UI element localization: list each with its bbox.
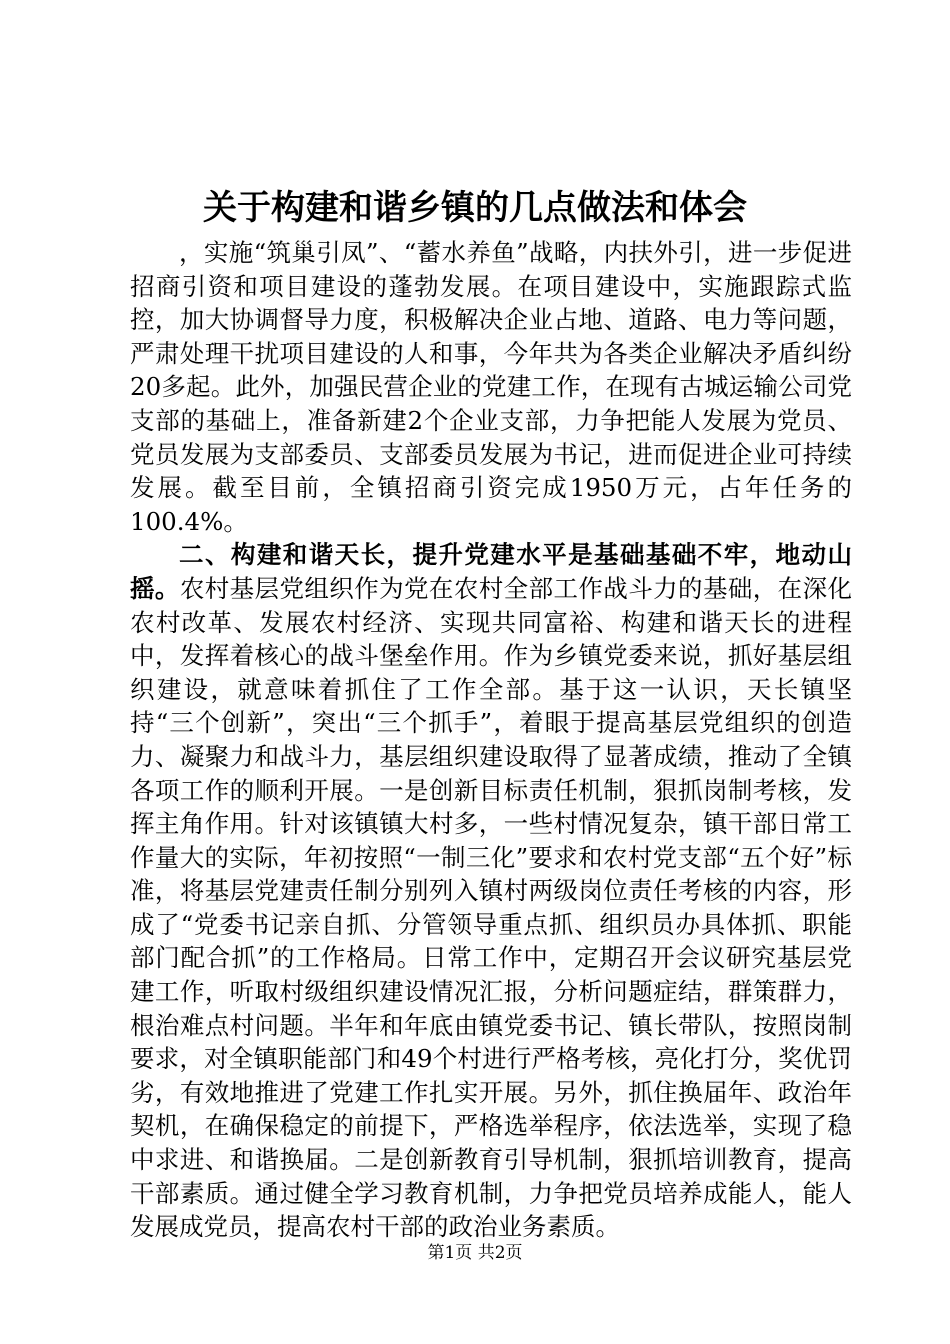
paragraph-2-body: 农村基层党组织作为党在农村全部工作战斗力的基础，在深化农村改革、发展农村经济、实现共同富裕、构建和谐天长的进程中，发挥着核心的战斗堡垒作用。作为乡镇党委来说，抓好基层组织建设，就意味着抓住了工作全部。基于这一认识，天长镇坚持“三个创新”，突出“三个抓手”，着眼于提高基层党组织的创造力、凝聚力和战斗力，基层组织建设取得了显著成绩，推动了全镇各项工作的顺利开展。一是创新目标责任机制，狠抓岗制考核，发挥主角作用。针对该镇镇大村多，一些村情况复杂，镇干部日常工作量大的实际，年初按照“一制三化”要求和农村党支部“五个好”标准，将基层党建责任制分别列入镇村两级岗位责任考核的内容，形成了“党委书记亲自抓、分管领导重点抓、组织员办具体抓、职能部门配合抓”的工作格局。日常工作中，定期召开会议研究基层党建工作，听取村级组织建设情况汇报，分析问题症结，群策群力，根治难点村问题。半年和年底由镇党委书记、镇长带队，按照岗制要求，对全镇职能部门和49个村进行严格考核，亮化打分，奖优罚劣，有效地推进了党建工作扎实开展。另外，抓住换届年、政治年契机，在确保稳定的前提下，严格选举程序，依法选举，实现了稳中求进、和谐换届。二是创新教育引导机制，狠抓培训教育，提高干部素质。通过健全学习教育机制，力争把党员培养成能人，能人发展成党员，提高农村干部的政治业务素质。: [130, 573, 853, 1242]
paragraph-1: ，实施“筑巢引凤”、“蓄水养鱼”战略，内扶外引，进一步促进招商引资和项目建设的蓬勃发展。在项目建设中，实施跟踪式监控，加大协调督导力度，积极解决企业占地、道路、电力等问题，严肃处理干扰项目建设的人和事，今年共为各类企业解决矛盾纠纷20多起。此外，加强民营企业的党建工作，在现有古城运输公司党支部的基础上，准备新建2个企业支部，力争把能人发展为党员、党员发展为支部委员、支部委员发展为书记，进而促进企业可持续发展。截至目前，全镇招商引资完成1950万元，占年任务的100.4%。: [130, 238, 852, 536]
document-title: 关于构建和谐乡镇的几点做法和体会: [203, 188, 747, 228]
section-heading: 二、构建和谐天长，提升党建水平是基础基础不牢，地动山摇。: [130, 540, 852, 603]
document-body: [130, 236, 852, 1244]
paragraph-2: [130, 538, 852, 1243]
page-footer: 第1页 共2页: [427, 1243, 523, 1263]
